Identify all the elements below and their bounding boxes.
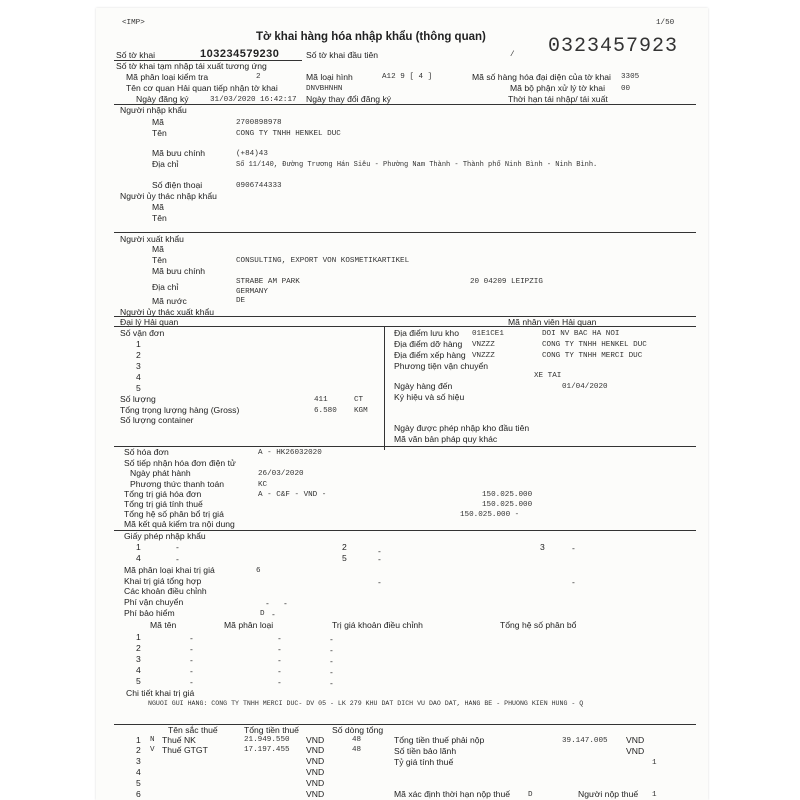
tong-phai-nop-currency: VND bbox=[626, 735, 645, 745]
page-number: 1/50 bbox=[656, 19, 675, 27]
bao-hiem-label: Phí bảo hiểm bbox=[124, 608, 175, 618]
so-to-khai-label: Số tờ khai bbox=[116, 50, 156, 60]
luu-kho-code: 01E1CE1 bbox=[472, 330, 504, 338]
tam-nhap-label: Số tờ khai tạm nhập tái xuất tương ứng bbox=[116, 61, 267, 71]
tax-row-currency: VND bbox=[306, 789, 325, 799]
adj-row: 2 bbox=[136, 643, 141, 653]
doc-type: <IMP> bbox=[122, 19, 145, 27]
nguoi-nop-value: 1 bbox=[652, 791, 657, 799]
ky-hieu-label: Ký hiệu và số hiệu bbox=[394, 392, 465, 402]
adj-row: 4 bbox=[136, 665, 141, 675]
tong-tien-thue-header: Tổng tiền thuế bbox=[244, 725, 299, 735]
tax-row-no: 3 bbox=[136, 756, 141, 766]
ngay-phep-label: Ngày được phép nhập kho đầu tiên bbox=[394, 423, 530, 433]
ket-qua-label: Mã kết quả kiểm tra nội dung bbox=[124, 519, 235, 529]
dash: - bbox=[572, 543, 575, 553]
bo-phan-label: Mã bộ phận xử lý tờ khai bbox=[510, 83, 605, 93]
giay-phep-row: 1 bbox=[136, 542, 141, 552]
tax-row-name: Thuế NK bbox=[162, 735, 196, 745]
importer-dien-thoai-value: 0906744333 bbox=[236, 182, 282, 190]
rule bbox=[114, 316, 696, 317]
exporter-section-label: Người xuất khẩu bbox=[120, 234, 184, 244]
tong-he-so-header: Tổng hệ số phân bổ bbox=[500, 620, 577, 630]
dash: - bbox=[190, 633, 193, 643]
tax-row-currency: VND bbox=[306, 735, 325, 745]
exporter-ten-label: Tên bbox=[152, 255, 167, 265]
exporter-buu-chinh-label: Mã bưu chính bbox=[152, 266, 206, 276]
giay-phep-row: 2 bbox=[342, 542, 347, 552]
dai-ly-label: Đại lý Hải quan bbox=[120, 317, 179, 327]
ty-gia-label: Tỷ giá tính thuế bbox=[394, 757, 454, 767]
dash: - bbox=[176, 542, 179, 552]
tax-row-currency: VND bbox=[306, 745, 325, 755]
xep-hang-name: CONG TY TNHH MERCI DUC bbox=[542, 352, 643, 360]
exporter-nuoc-value: DE bbox=[236, 297, 246, 305]
tinh-thue-amount: 150.025.000 bbox=[482, 501, 533, 509]
dash: - bbox=[190, 666, 193, 676]
nhan-vien-label: Mã nhân viên Hải quan bbox=[508, 317, 597, 327]
tax-row-code: N bbox=[150, 736, 155, 744]
dash: - bbox=[272, 609, 275, 619]
thoi-han-nop-value: D bbox=[528, 791, 533, 799]
ten-sac-thue-header: Tên sắc thuế bbox=[168, 725, 218, 735]
importer-uy-thac-label: Người ủy thác nhập khẩu bbox=[120, 191, 217, 201]
tong-hop-label: Khai trị giá tổng hợp bbox=[124, 576, 202, 586]
co-quan-value: DNVBHNHN bbox=[306, 85, 343, 93]
dash: - bbox=[278, 644, 281, 654]
dash: - bbox=[330, 678, 333, 688]
do-hang-code: VNZZZ bbox=[472, 341, 495, 349]
tax-row-no: 5 bbox=[136, 778, 141, 788]
importer-uy-thac-ma-label: Mã bbox=[152, 202, 164, 212]
tax-row-name: Thuế GTGT bbox=[162, 745, 208, 755]
chi-tiet-label: Chi tiết khai trị giá bbox=[126, 688, 195, 698]
thanh-toan-value: KC bbox=[258, 481, 268, 489]
dash: - bbox=[572, 577, 575, 587]
van-don-row: 2 bbox=[136, 350, 141, 360]
importer-ma-value: 2700898978 bbox=[236, 119, 282, 127]
tax-row-lines: 48 bbox=[352, 736, 362, 744]
dash: - bbox=[278, 666, 281, 676]
tax-row-no: 4 bbox=[136, 767, 141, 777]
giay-phep-row: 4 bbox=[136, 553, 141, 563]
thoi-han-label: Thời hạn tái nhập/ tái xuất bbox=[508, 94, 608, 104]
dash: - bbox=[278, 633, 281, 643]
importer-uy-thac-ten-label: Tên bbox=[152, 213, 167, 223]
tri-gia-khoan-header: Trị giá khoản điều chỉnh bbox=[332, 620, 423, 630]
hang-hoa-dai-dien-value: 3305 bbox=[621, 73, 640, 81]
luu-kho-name: DOI NV BAC HA NOI bbox=[542, 330, 620, 338]
importer-ten-label: Tên bbox=[152, 128, 167, 138]
exporter-dia-chi-label: Địa chỉ bbox=[152, 282, 179, 292]
dash: - bbox=[278, 677, 281, 687]
dash: - bbox=[378, 577, 381, 587]
rule bbox=[114, 446, 696, 447]
importer-dia-chi-value: Số 11/140, Đường Trương Hán Siêu - Phường Nam Thành - Thành phố Ninh Bình - Ninh Bình. bbox=[236, 161, 598, 169]
dash: - bbox=[330, 634, 333, 644]
van-don-label: Số vận đơn bbox=[120, 328, 165, 338]
van-don-row: 5 bbox=[136, 383, 141, 393]
hoa-don-value: A - HK26032020 bbox=[258, 449, 322, 457]
so-luong-value: 411 bbox=[314, 396, 328, 404]
bao-lanh-label: Số tiền bảo lãnh bbox=[394, 746, 457, 756]
tax-row-currency: VND bbox=[306, 767, 325, 777]
ngay-dang-ky-label: Ngày đăng ký bbox=[136, 94, 189, 104]
adj-row: 3 bbox=[136, 654, 141, 664]
exporter-ten-value: CONSULTING, EXPORT VON KOSMETIKARTIKEL bbox=[236, 257, 410, 265]
dash: - bbox=[176, 554, 179, 564]
trong-luong-label: Tổng trọng lượng hàng (Gross) bbox=[120, 405, 240, 415]
adj-row: 1 bbox=[136, 632, 141, 642]
dash: - bbox=[330, 656, 333, 666]
loai-hinh-value: A12 9 [ 4 ] bbox=[382, 73, 433, 81]
big-declaration-number: 0323457923 bbox=[548, 35, 679, 58]
hoa-don-label: Số hóa đơn bbox=[124, 447, 169, 457]
ngay-dang-ky-value: 31/03/2020 16:42:17 bbox=[210, 96, 297, 104]
so-luong-unit: CT bbox=[354, 396, 364, 404]
ngay-phat-hanh-value: 26/03/2020 bbox=[258, 470, 304, 478]
importer-buu-chinh-label: Mã bưu chính bbox=[152, 148, 206, 158]
dash: - bbox=[284, 598, 287, 608]
so-luong-label: Số lượng bbox=[120, 394, 156, 404]
dash: - bbox=[266, 598, 269, 608]
do-hang-label: Địa điểm dỡ hàng bbox=[394, 339, 463, 349]
so-to-khai-dau-tien-label: Số tờ khai đầu tiên bbox=[306, 50, 379, 60]
he-so-amount: 150.025.000 - bbox=[460, 511, 520, 519]
ngay-den-value: 01/04/2020 bbox=[562, 383, 608, 391]
dash: - bbox=[278, 655, 281, 665]
xep-hang-code: VNZZZ bbox=[472, 352, 495, 360]
bo-phan-value: 00 bbox=[621, 85, 631, 93]
van-don-row: 3 bbox=[136, 361, 141, 371]
adj-row: 5 bbox=[136, 676, 141, 686]
customs-declaration-page bbox=[96, 8, 708, 800]
importer-ten-value: CONG TY TNHH HENKEL DUC bbox=[236, 130, 341, 138]
xep-hang-label: Địa điểm xếp hàng bbox=[394, 350, 466, 360]
loai-hinh-label: Mã loại hình bbox=[306, 72, 353, 82]
exporter-nuoc-label: Mã nước bbox=[152, 296, 187, 306]
dien-tu-label: Số tiếp nhận hóa đơn điện tử bbox=[124, 458, 236, 468]
phuong-tien-label: Phương tiện vận chuyển bbox=[394, 361, 489, 371]
trong-luong-unit: KGM bbox=[354, 407, 368, 415]
van-don-row: 1 bbox=[136, 339, 141, 349]
container-label: Số lượng container bbox=[120, 415, 194, 425]
exporter-dia-chi-line1: STRABE AM PARK bbox=[236, 278, 300, 286]
bao-lanh-currency: VND bbox=[626, 746, 645, 756]
bao-hiem-value: D bbox=[260, 610, 265, 618]
he-so-label: Tổng hệ số phân bổ trị giá bbox=[124, 509, 224, 519]
giay-phep-row: 3 bbox=[540, 542, 545, 552]
dash: - bbox=[190, 644, 193, 654]
chi-tiet-value: NGUOI GUI HANG: CONG TY TNHH MERCI DUC- DV 05 - LK 279 KHU DAT DICH VU DAO DAT, HANG BE - PHUONG KIEN HUNG - Q bbox=[148, 700, 584, 707]
van-don-row: 4 bbox=[136, 372, 141, 382]
exporter-ma-label: Mã bbox=[152, 244, 164, 254]
dash: - bbox=[330, 645, 333, 655]
ngay-thay-doi-label: Ngày thay đổi đăng ký bbox=[306, 94, 392, 104]
tri-gia-hd-value: A - C&F - VND - bbox=[258, 491, 327, 499]
so-to-khai-value: 103234579230 bbox=[200, 48, 280, 60]
do-hang-name: CONG TY TNHH HENKEL DUC bbox=[542, 341, 647, 349]
ty-gia-value: 1 bbox=[652, 759, 657, 767]
dash: - bbox=[378, 546, 381, 556]
khai-tri-gia-label: Mã phân loại khai trị giá bbox=[124, 565, 215, 575]
phan-loai-kiem-tra-value: 2 bbox=[256, 73, 261, 81]
giay-phep-row: 5 bbox=[342, 553, 347, 563]
tong-phai-nop-value: 39.147.005 bbox=[562, 737, 608, 745]
tax-row-currency: VND bbox=[306, 756, 325, 766]
tax-row-no: 1 bbox=[136, 735, 141, 745]
rule bbox=[114, 104, 696, 105]
importer-buu-chinh-value: (+84)43 bbox=[236, 150, 268, 158]
importer-ma-label: Mã bbox=[152, 117, 164, 127]
co-quan-label: Tên cơ quan Hải quan tiếp nhận tờ khai bbox=[126, 83, 278, 93]
tri-gia-hd-amount: 150.025.000 bbox=[482, 491, 533, 499]
thanh-toan-label: Phương thức thanh toán bbox=[130, 479, 225, 489]
tax-row-amount: 17.197.455 bbox=[244, 746, 290, 754]
column-divider bbox=[384, 326, 385, 450]
trong-luong-value: 6.580 bbox=[314, 407, 337, 415]
importer-dia-chi-label: Địa chỉ bbox=[152, 159, 179, 169]
tong-phai-nop-label: Tổng tiền thuế phải nộp bbox=[394, 735, 485, 745]
exporter-dia-chi-city: 20 04209 LEIPZIG bbox=[470, 278, 543, 286]
hang-hoa-dai-dien-label: Mã số hàng hóa đại diện của tờ khai bbox=[472, 72, 611, 82]
importer-section-label: Người nhập khẩu bbox=[120, 105, 187, 115]
ma-phan-loai-header: Mã phân loại bbox=[224, 620, 274, 630]
thoi-han-nop-label: Mã xác định thời hạn nộp thuế bbox=[394, 789, 510, 799]
tax-row-no: 2 bbox=[136, 745, 141, 755]
tax-row-code: V bbox=[150, 746, 155, 754]
phan-loai-kiem-tra-label: Mã phân loại kiểm tra bbox=[126, 72, 209, 82]
dash: - bbox=[190, 655, 193, 665]
dash: - bbox=[330, 667, 333, 677]
ma-ten-header: Mã tên bbox=[150, 620, 177, 630]
van-ban-label: Mã văn bản pháp quy khác bbox=[394, 434, 498, 444]
phuong-tien-value: XE TAI bbox=[534, 372, 562, 380]
dash: - bbox=[378, 554, 381, 564]
exporter-dia-chi-line2: GERMANY bbox=[236, 288, 268, 296]
tax-row-currency: VND bbox=[306, 778, 325, 788]
page-title: Tờ khai hàng hóa nhập khẩu (thông quan) bbox=[256, 31, 486, 43]
tax-row-no: 6 bbox=[136, 789, 141, 799]
tax-row-amount: 21.949.550 bbox=[244, 736, 290, 744]
rule bbox=[114, 232, 696, 233]
tri-gia-hd-label: Tổng trị giá hóa đơn bbox=[124, 489, 202, 499]
rule bbox=[114, 326, 696, 327]
dieu-chinh-label: Các khoản điều chỉnh bbox=[124, 586, 207, 596]
giay-phep-label: Giấy phép nhập khẩu bbox=[124, 531, 206, 541]
slash-mark: / bbox=[510, 51, 515, 59]
tinh-thue-label: Tổng trị giá tính thuế bbox=[124, 499, 203, 509]
van-chuyen-label: Phí vận chuyển bbox=[124, 597, 184, 607]
exporter-uy-thac-label: Người ủy thác xuất khẩu bbox=[120, 307, 215, 317]
ngay-phat-hanh-label: Ngày phát hành bbox=[130, 468, 191, 478]
importer-dien-thoai-label: Số điện thoại bbox=[152, 180, 203, 190]
khai-tri-gia-value: 6 bbox=[256, 567, 261, 575]
luu-kho-label: Địa điểm lưu kho bbox=[394, 328, 459, 338]
nguoi-nop-label: Người nộp thuế bbox=[578, 789, 639, 799]
ngay-den-label: Ngày hàng đến bbox=[394, 381, 453, 391]
so-dong-header: Số dòng tổng bbox=[332, 725, 384, 735]
tax-row-lines: 48 bbox=[352, 746, 362, 754]
dash: - bbox=[190, 677, 193, 687]
